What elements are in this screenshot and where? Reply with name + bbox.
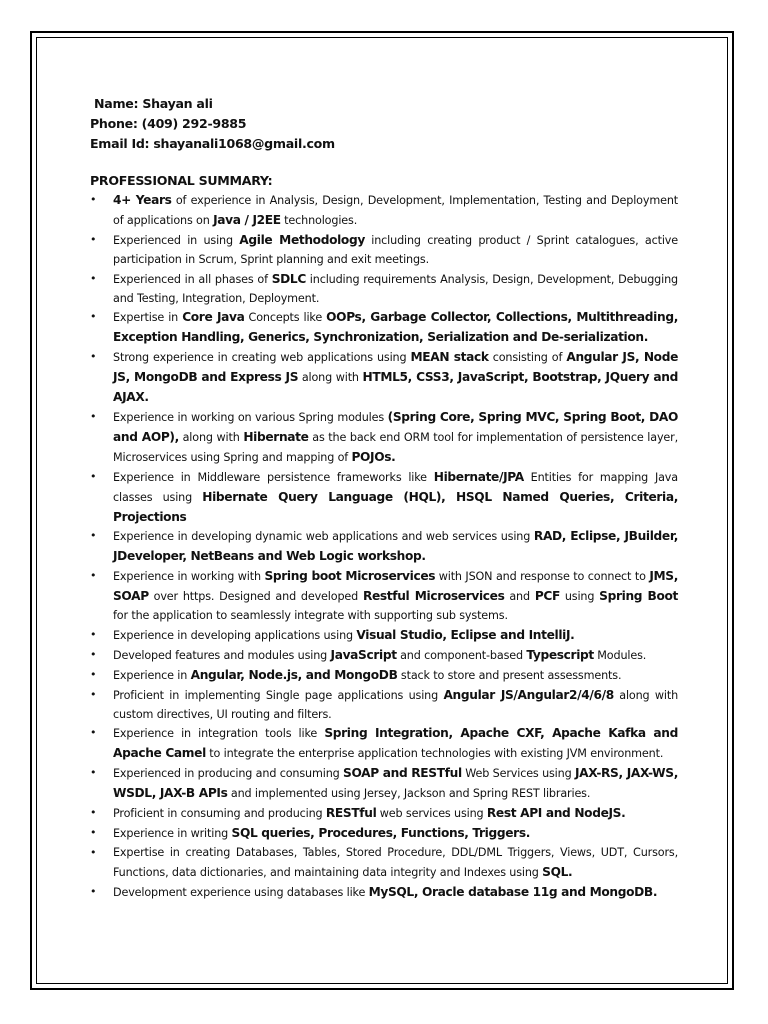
bullet-keyword: Rest API and NodeJS. <box>486 806 626 821</box>
bullet-text: Experience in <box>113 668 191 682</box>
summary-bullet <box>90 567 678 626</box>
bullet-text: and implemented using Jersey, Jackson and Spring REST libraries. <box>227 787 591 801</box>
bullet-text: Expertise in creating Databases, Tables, Stored Procedure, DDL/DML Triggers, Views, UDT, Cursors, Functions, data dictionaries, and maintaining data integrity and Indexes using <box>113 845 678 879</box>
bullet-text: and <box>504 590 535 604</box>
bullet-keyword: SOAP and RESTful <box>343 766 462 781</box>
bullet-text: Experience in Middleware persistence frameworks like <box>113 470 434 484</box>
bullet-keyword: SQL. <box>542 864 573 879</box>
summary-bullet <box>90 408 678 468</box>
bullet-text: Experience in developing applications using <box>113 628 357 642</box>
bullet-text: with JSON and response to connect to <box>435 570 650 584</box>
bullet-keyword: MySQL, Oracle database 11g and MongoDB. <box>368 884 658 899</box>
bullet-keyword: Spring boot Microservices <box>264 569 436 584</box>
bullet-text: Expertise in <box>113 311 183 325</box>
bullet-keyword: HTML5, CSS3, JavaScript, Bootstrap, JQuery and AJAX. <box>113 370 678 405</box>
bullet-text: Proficient in implementing Single page applications using <box>113 688 444 702</box>
bullet-text: Experience in working on various Spring modules <box>113 410 388 424</box>
summary-bullet <box>90 468 678 528</box>
bullet-keyword: MEAN stack <box>410 350 489 365</box>
summary-bullet <box>90 348 678 408</box>
summary-bullet <box>90 844 678 883</box>
bullet-text: Modules. <box>593 648 647 662</box>
bullet-text: Experience in writing <box>113 827 232 840</box>
summary-bullet <box>90 270 678 309</box>
bullet-keyword: SDLC <box>271 271 306 286</box>
bullet-text: and component-based <box>396 648 527 662</box>
bullet-keyword: Angular, Node.js, and MongoDB <box>190 667 398 682</box>
bullet-keyword: JAX-RS, JAX-WS, WSDL, JAX-B APIs <box>113 766 678 801</box>
summary-bullet <box>90 646 678 666</box>
bullet-keyword: Angular JS/Angular2/4/6/8 <box>443 687 614 702</box>
bullet-text: Experience in working with <box>113 570 265 584</box>
bullet-keyword: OOPs, Garbage Collector, Collections, Multithreading, Exception Handling, Generics, Synchronization, Serialization and De-serialization. <box>113 310 678 345</box>
bullet-keyword: Restful Microservices <box>362 589 505 604</box>
bullet-text: Web Services using <box>461 767 575 781</box>
bullet-text: including requirements Analysis, Design, Development, Debugging and Testing, Integration, Deployment. <box>113 272 678 305</box>
resume-content <box>90 94 678 903</box>
bullet-text: including creating product / Sprint catalogues, active participation in Scrum, Sprint planning and exit meetings. <box>113 233 678 266</box>
bullet-text: along with <box>178 430 244 444</box>
bullet-text: Experienced in producing and consuming <box>113 767 344 781</box>
bullet-text: stack to store and present assessments. <box>397 668 622 682</box>
bullet-text: web services using <box>376 807 487 821</box>
bullet-text: of experience in Analysis, Design, Development, Implementation, Testing and Deployment of applications on <box>113 194 678 227</box>
bullet-text: over https. Designed and developed <box>148 590 363 604</box>
contact-block <box>90 94 678 154</box>
bullet-text: Development experience using databases like <box>113 885 369 899</box>
bullet-text: Strong experience in creating web applications using <box>113 351 411 365</box>
contact-email: Email Id: shayanali1068@gmail.com <box>90 136 335 151</box>
bullet-keyword: RESTful <box>325 806 377 821</box>
bullet-keyword: Hibernate/JPA <box>433 469 524 484</box>
section-title-professional-summary: PROFESSIONAL SUMMARY: <box>90 173 273 188</box>
bullet-keyword: PCF <box>534 589 560 604</box>
bullet-keyword: Spring Integration, Apache CXF, Apache Kafka and Apache Camel <box>113 726 678 761</box>
bullet-text: Experienced in using <box>113 233 240 247</box>
bullet-keyword: (Spring Core, Spring MVC, Spring Boot, DAO and AOP), <box>113 409 678 444</box>
bullet-text: Concepts like <box>244 311 327 325</box>
bullet-text: to integrate the enterprise application technologies with existing JVM environment. <box>205 747 664 761</box>
summary-bullet <box>90 191 678 231</box>
summary-bullet <box>90 686 678 725</box>
bullet-text: consisting of <box>488 351 567 365</box>
summary-bullet <box>90 724 678 764</box>
bullet-keyword: Angular JS, Node JS, MongoDB and Express JS <box>113 350 678 385</box>
bullet-keyword: SQL queries, Procedures, Functions, Triggers. <box>231 826 531 840</box>
summary-bullet <box>90 626 678 646</box>
summary-bullet <box>90 231 678 270</box>
bullet-text: using <box>559 590 600 604</box>
bullet-keyword: Agile Methodology <box>239 232 365 247</box>
bullet-keyword: JMS, SOAP <box>113 569 679 604</box>
bullet-keyword: RAD, Eclipse, JBuilder, JDeveloper, NetBeans and Web Logic workshop. <box>113 529 678 564</box>
bullet-text: Developed features and modules using <box>113 648 331 662</box>
summary-bullet <box>90 527 678 567</box>
bullet-text: along with custom directives, UI routing and filters. <box>113 688 679 721</box>
bullet-text: along with <box>298 371 363 385</box>
bullet-text: Experienced in all phases of <box>113 272 272 286</box>
summary-list <box>90 191 678 903</box>
bullet-text: Experience in integration tools like <box>113 727 325 741</box>
bullet-keyword: Spring Boot <box>599 589 678 604</box>
contact-name: Name: Shayan ali <box>94 96 213 111</box>
bullet-text: Entities for mapping Java classes using <box>113 470 678 504</box>
bullet-keyword: Hibernate <box>243 429 309 444</box>
bullet-keyword: POJOs. <box>351 449 396 464</box>
bullet-keyword: JavaScript <box>330 647 397 662</box>
summary-bullet <box>90 804 678 824</box>
bullet-keyword: Core Java <box>182 310 245 325</box>
bullet-keyword: Hibernate Query Language (HQL), HSQL Named Queries, Criteria, Projections <box>113 489 679 524</box>
bullet-keyword: Visual Studio, Eclipse and IntelliJ. <box>356 627 575 642</box>
summary-bullet <box>90 883 678 903</box>
bullet-keyword: Typescript <box>526 647 594 662</box>
bullet-text: Experience in developing dynamic web applications and web services using <box>113 530 534 544</box>
contact-phone: Phone: (409) 292-9885 <box>90 116 247 131</box>
summary-bullet <box>90 666 678 686</box>
bullet-text: for the application to seamlessly integrate with supporting sub systems. <box>113 609 508 623</box>
bullet-text: Proficient in consuming and producing <box>113 807 326 821</box>
bullet-text: technologies. <box>280 213 358 227</box>
summary-bullet <box>90 824 678 844</box>
bullet-keyword: Java / J2EE <box>213 212 281 227</box>
bullet-keyword: 4+ Years <box>113 193 172 207</box>
summary-bullet <box>90 308 678 348</box>
bullet-text: as the back end ORM tool for implementation of persistence layer, Microservices using Spring and mapping of <box>113 430 678 464</box>
summary-bullet <box>90 764 678 804</box>
